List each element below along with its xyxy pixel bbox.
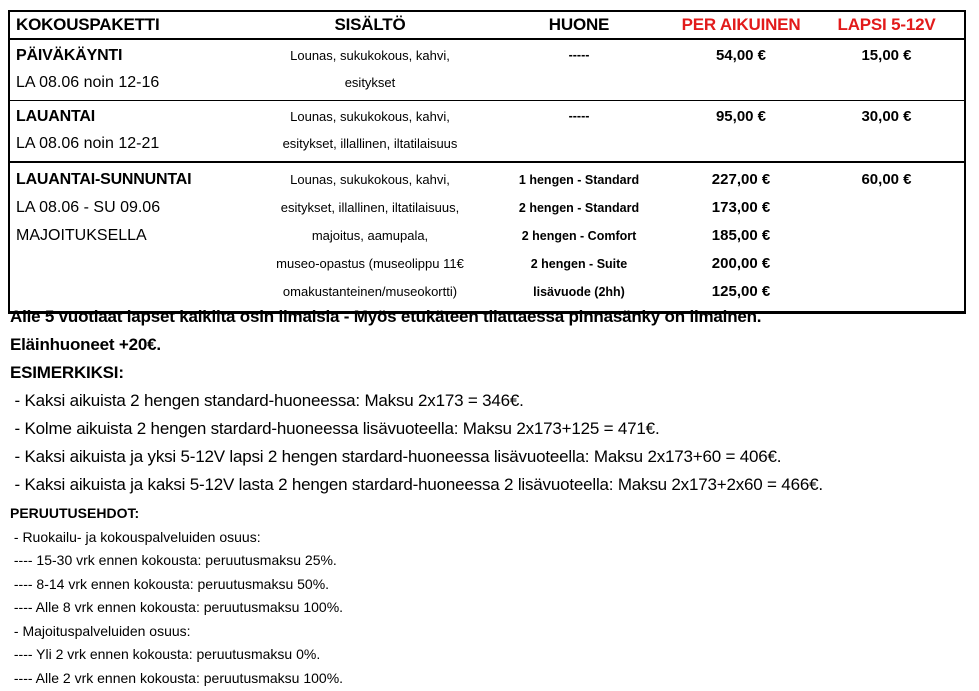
package-date: LA 08.06 - SU 09.06 [16,199,161,216]
examples-title: ESIMERKIKSI: [10,363,124,382]
content-line: museo-opastus (museolippu 11€ [276,256,464,271]
col-header-sisalto: SISÄLTÖ [334,15,406,34]
cancellation-item: ---- Alle 8 vrk ennen kokousta: peruutusmaksu 100%. [10,599,344,615]
room-cell [485,42,673,96]
room-type: 2 hengen - Standard [518,201,640,215]
room-type: ----- [568,109,590,123]
contents-cell [255,166,485,306]
cancellation-item: - Majoituspalveluiden osuus: [10,622,191,639]
adult-price-cell [673,166,809,306]
contents-cell [255,103,485,157]
room-cell [485,103,673,157]
adult-price: 185,00 € [711,227,771,244]
package-cell [10,103,255,157]
content-line: Lounas, sukukokous, kahvi, [290,172,450,187]
package-cell [10,42,255,96]
cancellation-section [10,502,343,690]
content-line: esitykset [344,75,396,90]
price-table [8,10,966,314]
cancellation-title: PERUUTUSEHDOT: [10,505,140,521]
package-date: LA 08.06 noin 12-16 [16,74,160,91]
example-item: - Kolme aikuista 2 hengen stardard-huoneessa lisävuoteella: Maksu 2x173+125 = 471€. [10,419,660,438]
package-date: LA 08.06 noin 12-21 [16,135,160,152]
room-type: 2 hengen - Comfort [521,229,637,243]
adult-price: 125,00 € [711,283,771,300]
example-item: - Kaksi aikuista ja yksi 5-12V lapsi 2 hengen stardard-huoneessa lisävuoteella: Maksu 2x173+60 = 406€. [10,447,782,466]
cancellation-item: ---- 15-30 vrk ennen kokousta: peruutusmaksu 25%. [10,552,337,568]
child-price-cell [809,42,964,96]
adult-price: 227,00 € [711,171,771,188]
cancellation-item: ---- Yli 2 vrk ennen kokousta: peruutusmaksu 0%. [10,646,321,662]
room-cell [485,166,673,306]
table-row-paivakaynti [10,40,964,101]
adult-price: 95,00 € [715,108,767,125]
example-item: - Kaksi aikuista 2 hengen standard-huoneessa: Maksu 2x173 = 346€. [10,391,524,410]
room-type: ----- [568,48,590,62]
cancellation-item: ---- 8-14 vrk ennen kokousta: peruutusmaksu 50%. [10,575,330,592]
content-line: esitykset, illallinen, iltatilaisuus, [280,200,460,215]
cancellation-item: ---- Alle 2 vrk ennen kokousta: peruutusmaksu 100%. [10,669,344,686]
package-note: MAJOITUKSELLA [16,227,147,244]
child-price: 60,00 € [861,171,912,188]
content-line: omakustanteinen/museokortti) [282,284,458,299]
cancellation-item: - Ruokailu- ja kokouspalveluiden osuus: [10,528,261,545]
col-header-kokouspaketti: KOKOUSPAKETTI [16,15,160,34]
child-price: 15,00 € [861,47,912,64]
note-free-children: Alle 5 vuotiaat lapset kaikilta osin ilmaisia - Myös etukäteen tilattaessa pinnasänky on ilmainen. [10,307,762,326]
package-name: LAUANTAI [16,108,95,125]
content-line: Lounas, sukukokous, kahvi, [290,109,450,124]
child-price-cell [809,103,964,157]
table-row-lauantai [10,101,964,163]
room-type: lisävuode (2hh) [533,285,625,299]
content-line: esitykset, illallinen, iltatilaisuus [282,136,458,151]
adult-price: 200,00 € [711,255,771,272]
room-type: 1 hengen - Standard [518,173,640,187]
package-name: LAUANTAI-SUNNUNTAI [16,171,192,188]
content-line: Lounas, sukukokous, kahvi, [290,48,450,63]
child-price: 30,00 € [861,108,912,125]
adult-price-cell [673,103,809,157]
col-header-lapsi: LAPSI 5-12V [837,15,936,34]
table-row-lauantai-sunnuntai [10,163,964,311]
col-header-per-aikuinen: PER AIKUINEN [681,15,801,34]
child-price-cell [809,166,964,306]
table-header-row [10,12,964,40]
note-pet-rooms: Eläinhuoneet +20€. [10,335,161,354]
package-cell [10,166,255,306]
contents-cell [255,42,485,96]
content-line: majoitus, aamupala, [311,228,429,243]
adult-price-cell [673,42,809,96]
col-header-huone: HUONE [548,15,610,34]
adult-price: 173,00 € [711,199,771,216]
adult-price: 54,00 € [715,47,767,64]
notes-section [10,303,823,499]
package-name: PÄIVÄKÄYNTI [16,47,123,64]
room-type: 2 hengen - Suite [530,257,628,271]
example-item: - Kaksi aikuista ja kaksi 5-12V lasta 2 hengen stardard-huoneessa 2 lisävuoteella: Maksu 2x173+2x60 = 466€. [10,475,823,494]
